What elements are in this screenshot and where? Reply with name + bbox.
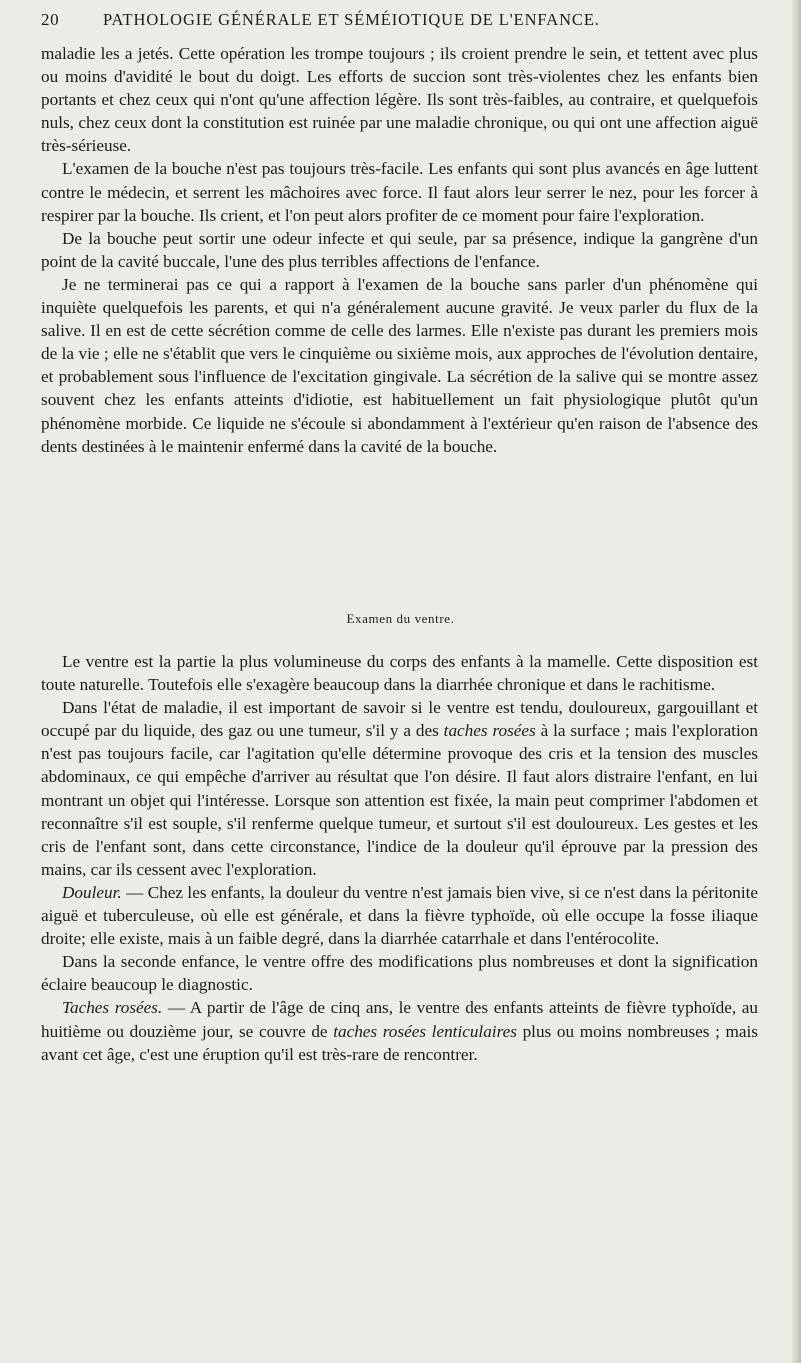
italic-term: taches rosées lenticulaires (333, 1021, 517, 1041)
paragraph: Je ne terminerai pas ce qui a rapport à l'examen de la bouche sans parler d'un phénomène qui inquiète quelquefois les parents, et qui n'a généralement aucune gravité. Je veux parler du flux de la salive. Il en est de cette sécrétion comme de celle des larmes. Elle n'existe pas durant les premiers mois de la vie ; elle ne s'établit que vers le cinquième ou sixième mois, aux approches de l'évolution dentaire, et probablement sous l'influence de l'excitation gingivale. La sécrétion de la salive qui se montre assez souvent chez les enfants atteints d'idiotie, est habituellement un fait physiologique plutôt qu'un phénomène morbide. Ce liquide ne s'écoule si abondamment à l'extérieur qu'en raison de l'absence des dents destinées à le maintenir enfermé dans la cavité de la bouche. (41, 274, 758, 456)
text-run: — Chez les enfants, la douleur du ventre n'est jamais bien vive, si ce n'est dans la péritonite aiguë et tuberculeuse, où elle est générale, et dans la fièvre typhoïde, où elle occupe la fosse iliaque droite; elle existe, mais à un faible degré, dans la diarrhée catarrhale et dans l'entérocolite. (41, 882, 758, 949)
paragraph (41, 881, 758, 950)
page-header (41, 10, 761, 36)
text-run: Dans l'état de maladie, il est important de savoir si le ventre est tendu, douloureux, gargouillant et occupé par du liquide, des gaz ou une tumeur, s'il y a des (41, 698, 758, 741)
text-run: plus ou moins nombreuses ; mais avant cet âge, c'est une éruption qu'il est très-rare de rencontrer. (41, 1021, 758, 1064)
paragraph: De la bouche peut sortir une odeur infecte et qui seule, par sa présence, indique la gangrène d'un point de la cavité buccale, l'une des plus terribles affections de l'enfance. (41, 228, 758, 271)
page-edge-shadow (792, 0, 801, 1363)
paragraph: L'examen de la bouche n'est pas toujours très-facile. Les enfants qui sont plus avancés en âge luttent contre le médecin, et serrent les mâchoires avec force. Il faut alors leur serrer le nez, pour les forcer à respirer par la bouche. Ils crient, et l'on peut alors profiter de ce moment pour faire l'exploration. (41, 159, 758, 225)
text-block-ventre (41, 650, 758, 1066)
text-block-bouche (41, 42, 758, 458)
running-title: PATHOLOGIE GÉNÉRALE ET SÉMÉIOTIQUE DE L'ENFANCE. (103, 10, 600, 29)
italic-term: Douleur. (62, 882, 122, 902)
italic-term: taches rosées (443, 721, 536, 741)
paragraph: maladie les a jetés. Cette opération les trompe toujours ; ils croient prendre le sein, et tettent avec plus ou moins d'avidité le bout du doigt. Les efforts de succion sont très-violentes chez les enfants bien portants et chez ceux qui n'ont qu'une affection légère. Ils sont très-faibles, au contraire, et quelquefois nuls, chez ceux dont la constitution est ruinée par une maladie chronique, ou qui ont une affection aiguë très-sérieuse. (41, 44, 758, 156)
page-number: 20 (41, 10, 60, 29)
paragraph: Dans la seconde enfance, le ventre offre des modifications plus nombreuses et dont la signification éclaire beaucoup le diagnostic. (41, 952, 758, 995)
section-heading: Examen du ventre. (346, 611, 455, 626)
text-run: à la surface ; mais l'exploration n'est pas toujours facile, car l'agitation qu'elle détermine provoque des cris et la tension des muscles abdominaux, ce qui empêche d'arriver au résultat que l'on désire. Il faut alors distraire l'enfant, en lui montrant un objet qui l'intéresse. Lorsque son attention est fixée, la main peut comprimer l'abdomen et reconnaître s'il est souple, s'il renferme quelque tumeur, et surtout s'il est douloureux. Les gestes et les cris de l'enfant sont, dans cette circonstance, l'indice de la douleur qu'il éprouve par la pression des mains, car ils cessent avec l'exploration. (41, 721, 758, 879)
text-run: — A partir de l'âge de cinq ans, le ventre des enfants atteints de fièvre typhoïde, au huitième ou douzième jour, se couvre de (41, 998, 758, 1041)
paragraph: Le ventre est la partie la plus volumineuse du corps des enfants à la mamelle. Cette disposition est toute naturelle. Toutefois elle s'exagère beaucoup dans la diarrhée chronique et dans le rachitisme. (41, 652, 758, 695)
paragraph (41, 696, 758, 881)
paragraph (41, 996, 758, 1065)
italic-term: Taches rosées. (62, 998, 163, 1018)
